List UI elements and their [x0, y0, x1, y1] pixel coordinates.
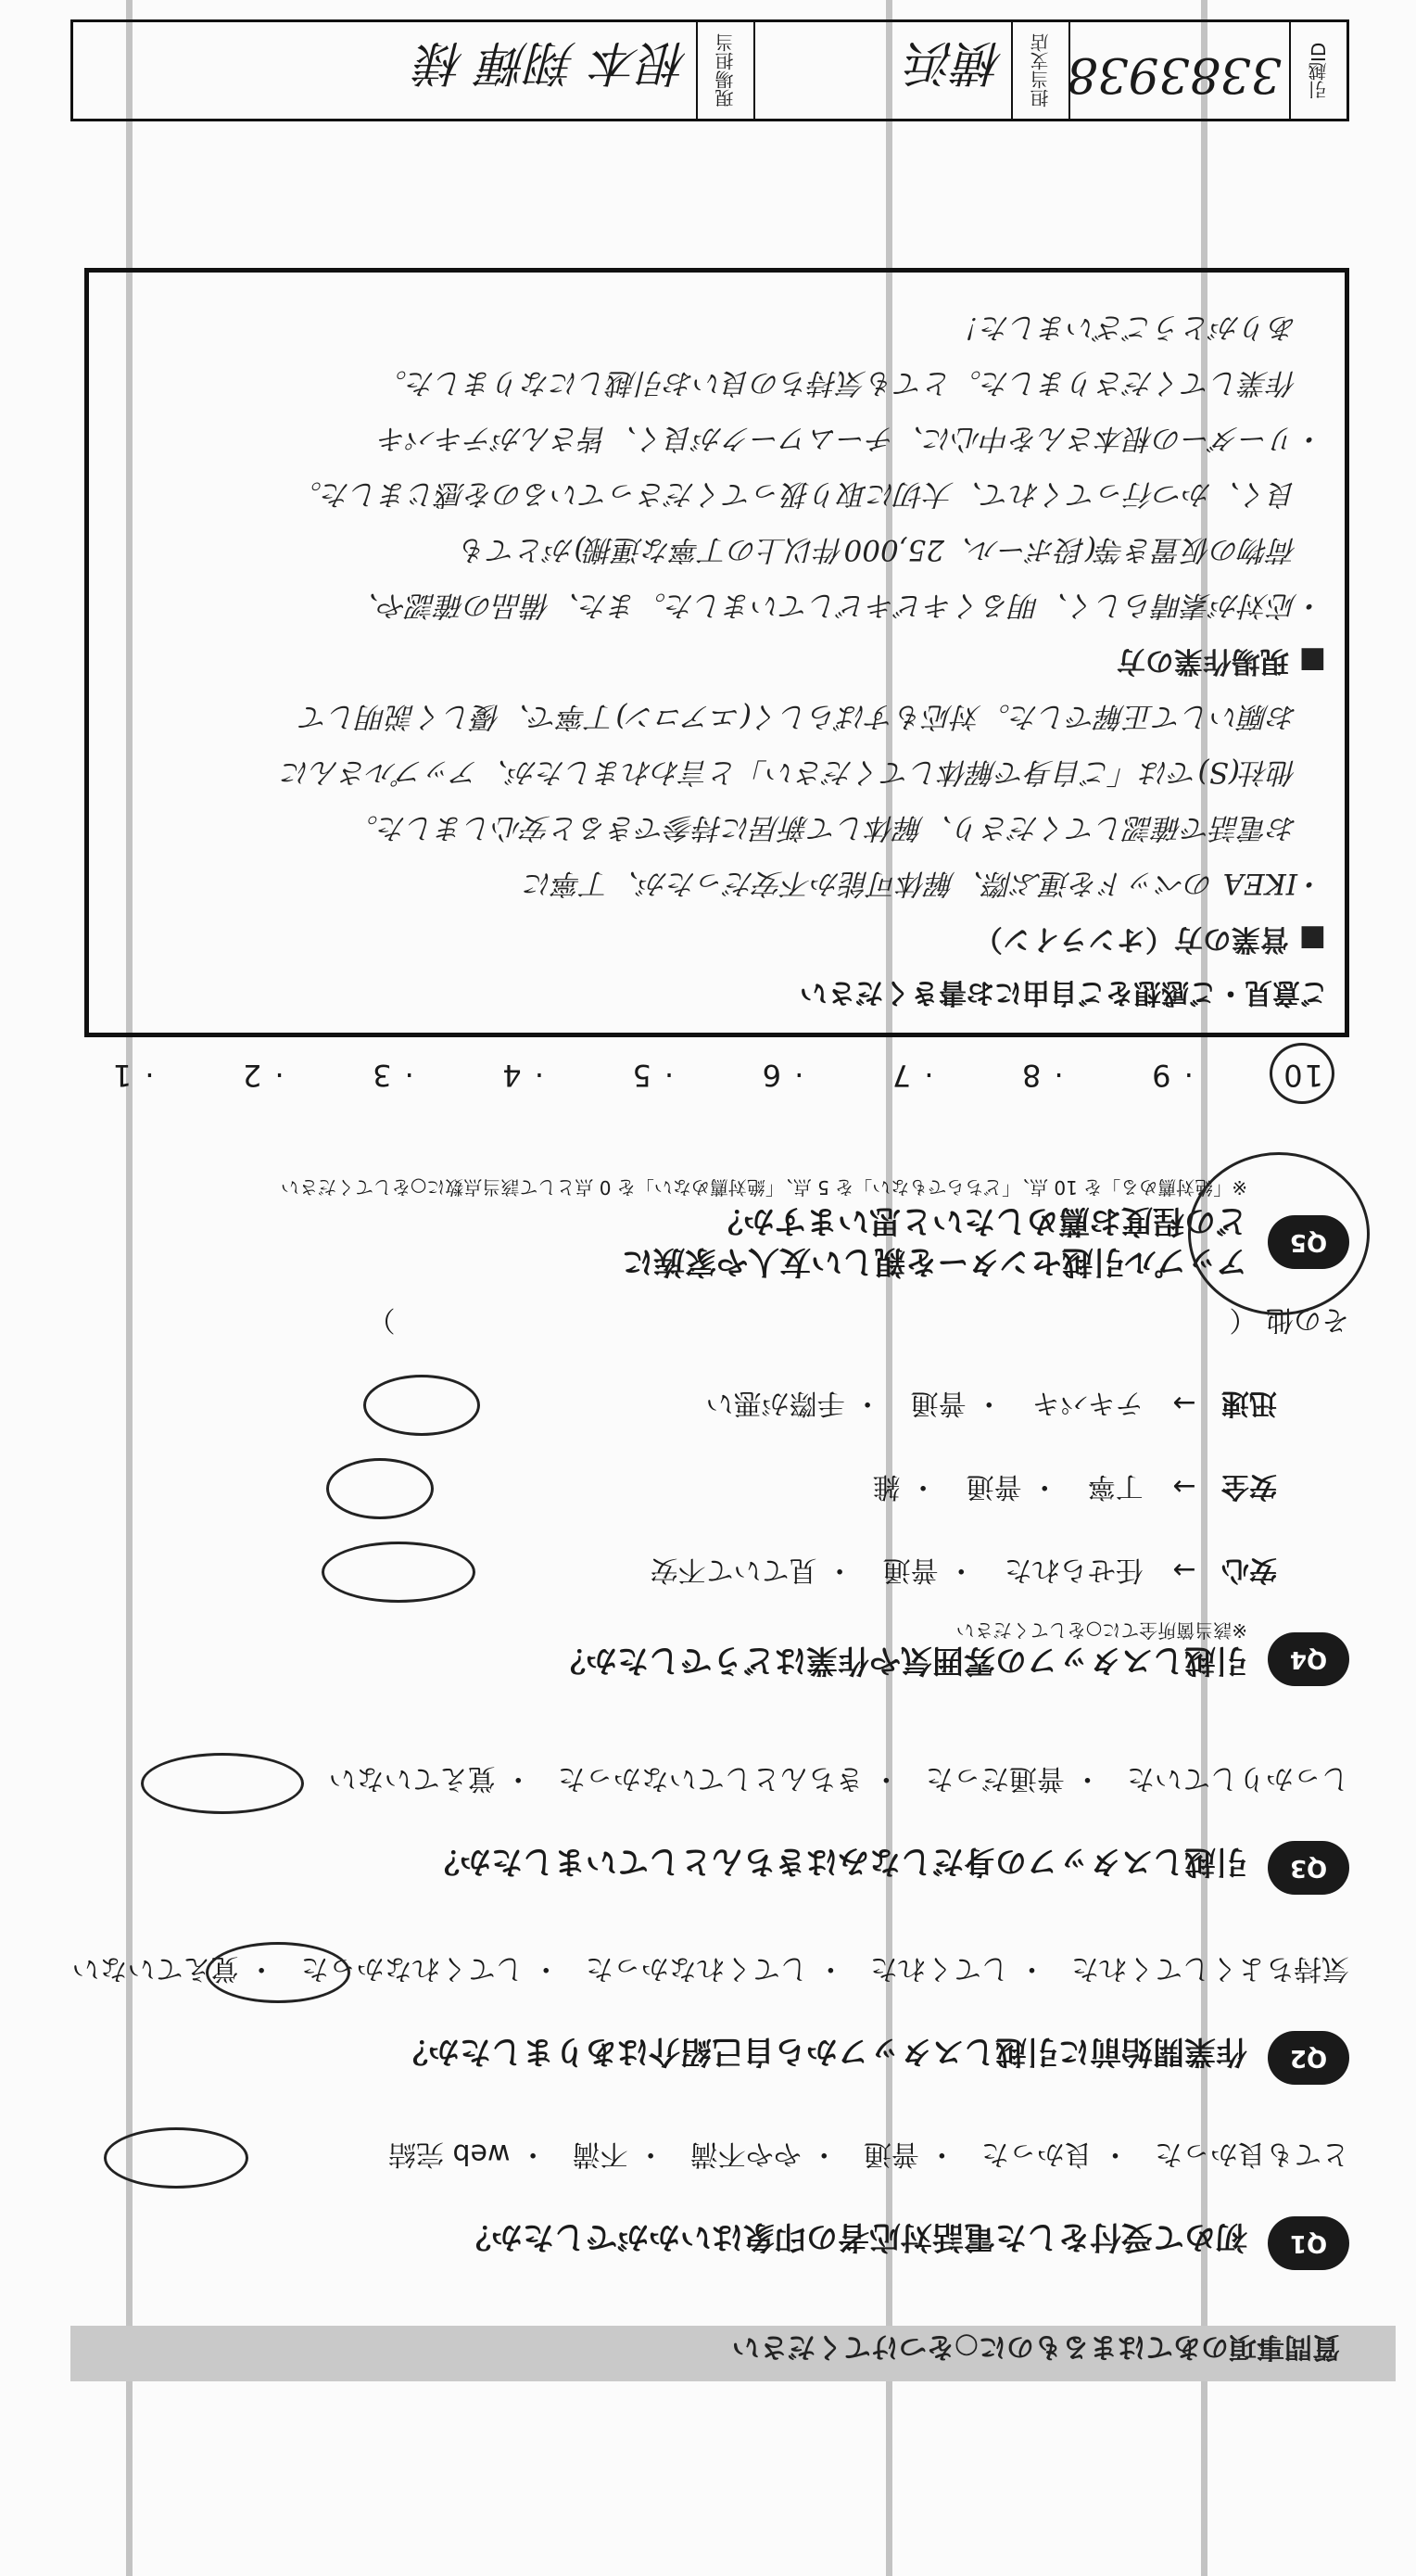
q4-row-jinsoku [686, 1386, 1277, 1427]
rating-scale [35, 1058, 1323, 1093]
q3-option[interactable]: ・ 覚えていない [328, 1762, 533, 1795]
answer-circle [322, 1542, 475, 1603]
comment-line: 良く、かつ行ってくれて、大切に取り扱ってくださっているのを感じました。 [293, 477, 1326, 511]
q1-text: 初めて受付をした電話対応者の印象はいかがでしたか？ [460, 2218, 1247, 2255]
comment-line: ・リーダーの根本さんを中心に、チームワークが良く、皆さんがテキパキ [378, 422, 1326, 455]
comment-heading: ■ 営業の方（オンライン） [973, 922, 1326, 956]
q4-text: 引越しスタッフの雰囲気や作業はどうでしたか？ [554, 1642, 1247, 1679]
q4-note: ※該当箇所全てに○をしてください [955, 1619, 1247, 1642]
q1-option[interactable]: とても良かった [1155, 2138, 1349, 2170]
q4-badge: Q4 [1268, 1632, 1349, 1686]
instructions-band [70, 2326, 1396, 2381]
branch-value: 横浜 [906, 34, 1004, 90]
q2-option[interactable]: ・ してくれた [869, 1952, 1046, 1985]
q3-option[interactable]: ・ きちんとしていなかった [557, 1762, 901, 1795]
q1-option[interactable]: ・ 普通 [863, 2138, 956, 2170]
row-label: 迅速 [1221, 1387, 1277, 1419]
q4-option[interactable]: 任せられた [1004, 1554, 1144, 1586]
answer-circle [104, 2127, 248, 2189]
scale-option[interactable]: · 9 [1150, 1058, 1194, 1093]
q2-text: 作業開始前に引越しスタッフから自己紹介はありましたか？ [397, 2033, 1247, 2070]
q3-option[interactable]: しっかりしていた [1127, 1762, 1349, 1795]
q1-option[interactable]: ・ 不満 [572, 2138, 665, 2170]
row-label: 安心 [1221, 1554, 1277, 1586]
comment-line [1117, 643, 1326, 685]
q3-options [312, 1761, 1349, 1802]
comments-box[interactable] [84, 268, 1349, 1037]
answer-circle [206, 1942, 350, 2003]
comment-line: 他社(S)では「ご自身で解体してください」と言われましたが、アップルさんに [281, 755, 1326, 789]
move-id-cell [1068, 22, 1346, 119]
row-arrow: → [1172, 1554, 1196, 1586]
q5-note: ※「絶対薦める」を 10 点、「どちらでもない」を 5 点、「絶対薦めない」を 0 点として該当点数に○をしてください [280, 1176, 1247, 1199]
q4-option[interactable]: 丁寧 [1087, 1470, 1144, 1503]
scale-option[interactable]: · 1 [110, 1058, 155, 1093]
q4-row-anshin [630, 1553, 1277, 1593]
q2-option[interactable]: ・ してくれなかった [585, 1952, 845, 1985]
move-id-value: 3383938 [1067, 46, 1282, 102]
comment-line: ・IKEA のベッドを運ぶ際、解体可能か不安だったが、丁寧に [524, 867, 1326, 900]
comment-heading: ■ 現場作業の方 [1116, 644, 1326, 678]
branch-cell [753, 22, 1068, 119]
q4-option[interactable]: ・ 雑 [872, 1470, 938, 1503]
scale-option[interactable]: · 3 [371, 1058, 414, 1093]
q4-option[interactable]: ・ 普通 [910, 1387, 1004, 1419]
q1-option[interactable]: ・ やや不満 [689, 2138, 839, 2170]
comment-line: ありがとうございました！ [953, 311, 1326, 344]
q3-option[interactable]: ・ 普通だった [925, 1762, 1102, 1795]
instructions-text: 質問事項のあてはまるものに○をつけてください [731, 2330, 1340, 2363]
comment-line: 作業してくださりました。とても気持ちの良いお引越しになりました。 [378, 366, 1326, 400]
scale-option[interactable]: · 7 [890, 1058, 934, 1093]
row-arrow: → [1172, 1470, 1196, 1503]
q1-option[interactable]: ・ 良かった [980, 2138, 1130, 2170]
q2-option[interactable]: 気持ちよくしてくれた [1071, 1952, 1349, 1985]
cell-label: 引越ID [1289, 22, 1346, 119]
q5-badge: Q5 [1268, 1215, 1349, 1269]
leader-value: 根本 翔輝 様 [416, 34, 689, 90]
q5-text-line1: アップル引越センターを親しい友人や家族に [622, 1243, 1247, 1280]
scale-option[interactable]: · 2 [240, 1058, 284, 1093]
comment-line: 荷物の仮置き等(段ボール、25,000件以上の丁寧な運搬)がとても [459, 533, 1326, 566]
leader-cell [73, 22, 753, 119]
answer-circle [363, 1375, 480, 1436]
q4-option[interactable]: ・ 見ていて不安 [650, 1554, 854, 1586]
q4-option[interactable]: ・ 普通 [882, 1554, 976, 1586]
q4-option[interactable]: ・ 手際が悪い [705, 1387, 882, 1419]
badge-circle [1188, 1152, 1370, 1315]
comment-line: お電話で確認してくださり、解体して新居に持参できると安心しました。 [349, 811, 1326, 844]
scale-option[interactable]: · 6 [760, 1058, 804, 1093]
other-label[interactable]: その他 （ ） [367, 1303, 1349, 1336]
scale-option[interactable]: · 5 [630, 1058, 675, 1093]
q1-option[interactable]: ・ web 完結 [387, 2138, 548, 2170]
comment-line: お願いして正解でした。対応もすばらしく(エアコン)丁寧で、優しく説明して [299, 700, 1326, 733]
cell-label: 現場担当 [696, 22, 753, 119]
q3-text: 引越しスタッフの身だしなみはきちんとしていましたか？ [428, 1843, 1247, 1880]
q1-badge: Q1 [1268, 2216, 1349, 2270]
q2-option[interactable]: ・ してくれなかった [300, 1952, 561, 1985]
q4-row-anzen [853, 1469, 1277, 1510]
answer-circle [141, 1753, 304, 1814]
row-label: 安全 [1221, 1470, 1277, 1503]
q2-badge: Q2 [1268, 2031, 1349, 2085]
cell-label: 担当支店 [1011, 22, 1068, 119]
q5-text-line2: どの程度お薦めしたいと思いますか？ [712, 1202, 1247, 1239]
q4-option[interactable]: ・ 普通 [966, 1470, 1059, 1503]
comments-title: ご意見・ご感想をご自由にお書きください [800, 976, 1328, 1009]
answer-circle [1270, 1043, 1334, 1104]
answer-circle [326, 1458, 434, 1519]
scale-option[interactable]: · 8 [1019, 1058, 1064, 1093]
comment-line: ・応対が素晴らしく、明るくキビキビしていました。また、備品の確認や、 [350, 589, 1326, 622]
q2-option[interactable]: ・ 覚えていない [71, 1952, 276, 1985]
q4-option[interactable]: テキパキ [1031, 1387, 1144, 1419]
q1-options [372, 2137, 1349, 2177]
row-arrow: → [1172, 1387, 1196, 1419]
q3-badge: Q3 [1268, 1841, 1349, 1895]
scale-option[interactable]: · 4 [500, 1058, 544, 1093]
q4-row-other [347, 1302, 1349, 1343]
scale-option[interactable]: 10 [1282, 1058, 1323, 1093]
comment-line [974, 921, 1326, 963]
id-table [70, 19, 1349, 121]
